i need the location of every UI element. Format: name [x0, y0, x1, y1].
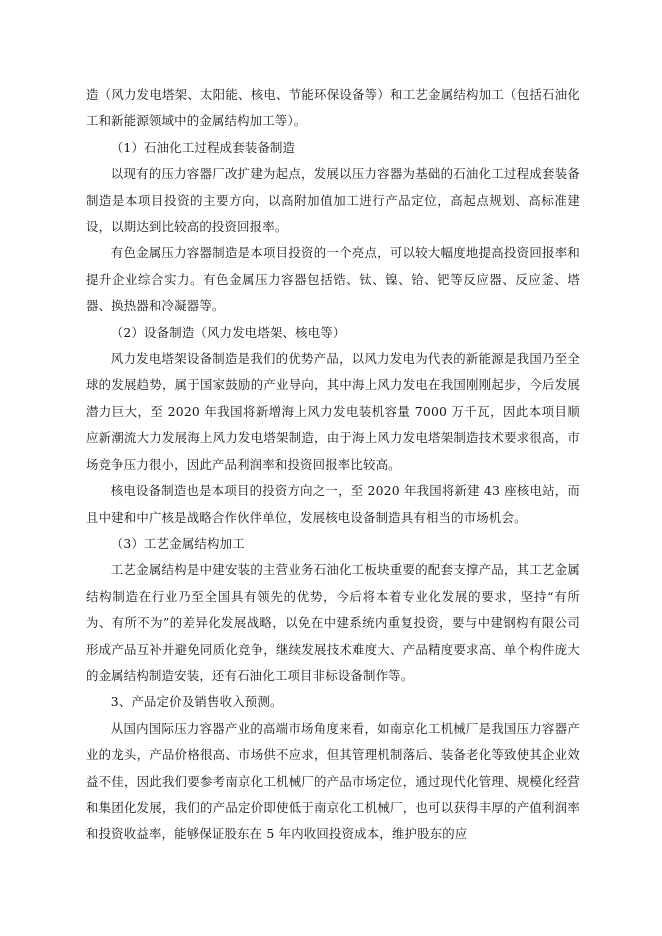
paragraph-wind-tower: 风力发电塔架设备制造是我们的优势产品，以风力发电为代表的新能源是我国乃至全球的发展趋势，属于国家鼓励的产业导向，其中海上风力发电在我国刚刚起步，今后发展潜力巨大，至 2020 年我国将新增海上风力发电装机容量 7000 万千瓦，因此本项目顺应新潮流大力发展海上风力发电塔架制造，由于海上风力发电塔架制造技术要求很高，市场竞争压力很小，因此产品利润率和投资回报率比较高。 — [86, 351, 580, 472]
paragraph-nonferrous-vessels: 有色金属压力容器制造是本项目投资的一个亮点，可以较大幅度地提高投资回报率和提升企业综合实力。有色金属压力容器包括锆、钛、镍、铪、钯等反应器、反应釜、塔器、换热器和冷凝器等。 — [86, 245, 580, 314]
section-heading-equipment-manufacturing: （2）设备制造（风力发电塔架、核电等） — [110, 324, 346, 340]
paragraph-petrochemical-direction: 以现有的压力容器厂改扩建为起点，发展以压力容器为基础的石油化工过程成套装备制造是本项目投资的主要方向，以高附加值加工进行产品定位，高起点规划、高标准建设，以期达到比较高的投资回报率。 — [86, 166, 580, 235]
paragraph-metal-structures: 工艺金属结构是中建安装的主营业务石油化工板块重要的配套支撑产品，其工艺金属结构制造在行业乃至全国具有领先的优势，今后将本着专业化发展的要求，坚持“有所为、有所不为”的差异化发展战略，以免在中建系统内重复投资，要与中建钢构有限公司形成产品互补并避免同质化竞争，继续发展技术难度大、产品精度要求高、单个构件庞大的金属结构制造安装，还有石油化工项目非标设备制作等。 — [86, 562, 580, 683]
paragraph-continuation: 造（风力发电塔架、太阳能、核电、节能环保设备等）和工艺金属结构加工（包括石油化工和新能源领域中的金属结构加工等）。 — [86, 87, 580, 129]
section-heading-pricing-forecast: 3、产品定价及销售收入预测。 — [110, 694, 283, 710]
paragraph-pricing-forecast: 从国内国际压力容器产业的高端市场角度来看，如南京化工机械厂是我国压力容器产业的龙头，产品价格很高、市场供不应求，但其管理机制落后、装备老化等致使其企业效益不佳，因此我们要参考南京化工机械厂的产品市场定位，通过现代化管理、规模化经营和集团化发展，我们的产品定价即使低于南京化工机械厂，也可以获得丰厚的产值利润率和投资收益率，能够保证股东在 5 年内收回投资成本，维护股东的应 — [86, 720, 580, 842]
section-heading-petrochemical-equipment: （1）石油化工过程成套装备制造 — [110, 139, 296, 155]
section-heading-metal-structures: （3）工艺金属结构加工 — [110, 535, 245, 551]
document-body — [86, 82, 580, 848]
paragraph-nuclear-equipment: 核电设备制造也是本项目的投资方向之一，至 2020 年我国将新建 43 座核电站，而且中建和中广核是战略合作伙伴单位，发展核电设备制造具有相当的市场机会。 — [86, 483, 580, 525]
